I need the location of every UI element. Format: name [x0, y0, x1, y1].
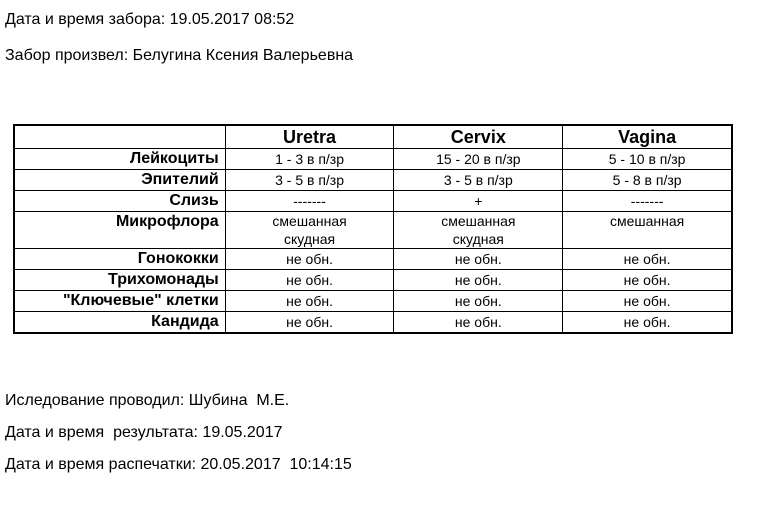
table-header-row — [14, 125, 732, 149]
table-cell: не обн. — [394, 291, 563, 312]
table-cell: не обн. — [225, 291, 394, 312]
table-cell: 15 - 20 в п/зр — [394, 149, 563, 170]
column-header: Uretra — [225, 125, 394, 149]
table-cell: не обн. — [394, 270, 563, 291]
table-cell — [563, 212, 732, 249]
table-row — [14, 170, 732, 191]
print-datetime: Дата и время распечатки: 20.05.2017 10:14:15 — [5, 456, 352, 473]
table-cell: не обн. — [563, 249, 732, 270]
table-cell — [394, 212, 563, 249]
collected-by: Забор произвел: Белугина Ксения Валерьевна — [5, 47, 354, 64]
table-cell: не обн. — [394, 312, 563, 334]
result-datetime: Дата и время результата: 19.05.2017 — [5, 424, 283, 441]
table-cell — [225, 212, 394, 249]
table-row — [14, 270, 732, 291]
cell-line: смешанная — [609, 213, 685, 229]
table-cell: 5 - 8 в п/зр — [563, 170, 732, 191]
column-header: Cervix — [394, 125, 563, 149]
table-row — [14, 149, 732, 170]
row-label: Трихомонады — [14, 270, 225, 291]
table-cell: 1 - 3 в п/зр — [225, 149, 394, 170]
table-cell: ------- — [563, 191, 732, 212]
row-label: Эпителий — [14, 170, 225, 191]
results-table — [13, 124, 733, 334]
row-label: Кандида — [14, 312, 225, 334]
row-label: Слизь — [14, 191, 225, 212]
table-cell: не обн. — [225, 270, 394, 291]
table-cell: не обн. — [563, 270, 732, 291]
row-label: "Ключевые" клетки — [14, 291, 225, 312]
table-row — [14, 291, 732, 312]
table-cell: 3 - 5 в п/зр — [225, 170, 394, 191]
cell-line: смешанная — [441, 213, 516, 229]
table-row — [14, 191, 732, 212]
row-label: Микрофлора — [14, 212, 225, 249]
table-cell: + — [394, 191, 563, 212]
table-cell: 3 - 5 в п/зр — [394, 170, 563, 191]
table-row — [14, 249, 732, 270]
table-cell: не обн. — [563, 291, 732, 312]
table-cell: ------- — [225, 191, 394, 212]
table-cell: не обн. — [563, 312, 732, 334]
column-header: Vagina — [563, 125, 732, 149]
row-label: Лейкоциты — [14, 149, 225, 170]
table-cell: не обн. — [225, 312, 394, 334]
table-cell: не обн. — [394, 249, 563, 270]
table-row — [14, 312, 732, 334]
cell-line: скудная — [452, 231, 504, 247]
cell-line: смешанная — [272, 213, 347, 229]
table-cell: 5 - 10 в п/зр — [563, 149, 732, 170]
header-corner-cell — [14, 125, 225, 149]
row-label: Гонококки — [14, 249, 225, 270]
table-row — [14, 212, 732, 249]
researcher: Иследование проводил: Шубина М.Е. — [5, 392, 290, 409]
collection-datetime: Дата и время забора: 19.05.2017 08:52 — [5, 11, 295, 28]
table-cell: не обн. — [225, 249, 394, 270]
cell-line: скудная — [284, 231, 336, 247]
